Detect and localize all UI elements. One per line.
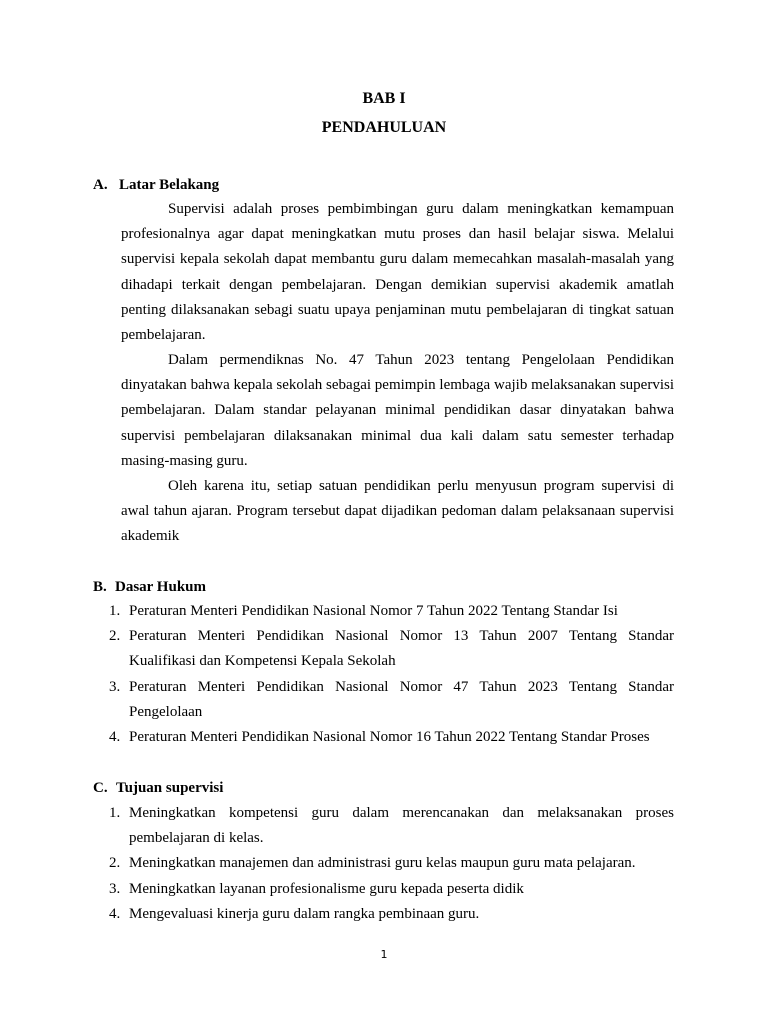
page-number: 1 — [380, 948, 388, 961]
section-a-letter: A. — [93, 177, 108, 193]
list-item-text: Meningkatkan layanan profesionalisme guru kepada peserta didik — [129, 880, 524, 897]
list-item — [109, 725, 674, 750]
list-item-number: 2. — [109, 628, 121, 645]
list-item-text: Peraturan Menteri Pendidikan Nasional Nomor 47 Tahun 2023 Tentang Standar Pengelolaan — [129, 678, 674, 720]
list-item — [109, 675, 674, 725]
list-item-text: Meningkatkan manajemen dan administrasi guru kelas maupun guru mata pelajaran. — [129, 855, 636, 872]
list-item-number: 1. — [109, 603, 121, 619]
list-item — [109, 801, 674, 851]
list-item-number: 4. — [109, 905, 121, 922]
list-item-text: Peraturan Menteri Pendidikan Nasional Nomor 16 Tahun 2022 Tentang Standar Proses — [129, 729, 650, 746]
section-c-title: Tujuan supervisi — [116, 780, 224, 796]
section-b-title: Dasar Hukum — [115, 579, 206, 595]
list-item-number: 2. — [109, 855, 121, 872]
section-c-heading — [93, 778, 223, 798]
list-item-text: Meningkatkan kompetensi guru dalam merencanakan dan melaksanakan proses pembelajaran di kelas. — [129, 805, 674, 847]
list-item-number: 1. — [109, 805, 121, 821]
list-item — [109, 624, 674, 674]
list-item-text: Peraturan Menteri Pendidikan Nasional Nomor 7 Tahun 2022 Tentang Standar Isi — [129, 603, 618, 619]
supervision-goals-list — [109, 801, 674, 927]
list-item-number: 3. — [109, 880, 121, 897]
background-paragraph-3: Oleh karena itu, setiap satuan pendidikan perlu menyusun program supervisi di awal tahun ajaran. Program tersebut dapat dijadikan pedoman dalam pelaksanaan supervisi akademik — [121, 478, 674, 545]
chapter-title: PENDAHULUAN — [321, 119, 447, 136]
list-item-number: 3. — [109, 678, 121, 695]
list-item — [109, 877, 674, 902]
section-a-heading — [93, 175, 219, 195]
list-item — [109, 851, 674, 876]
chapter-label: BAB I — [362, 90, 406, 107]
list-item — [109, 902, 674, 927]
section-c-letter: C. — [93, 780, 108, 796]
legal-basis-list — [109, 599, 674, 750]
section-b-letter: B. — [93, 579, 107, 595]
section-b-heading — [93, 577, 206, 597]
section-a-title: Latar Belakang — [119, 177, 220, 193]
list-item-number: 4. — [109, 729, 121, 746]
background-paragraph-2: Dalam permendiknas No. 47 Tahun 2023 tentang Pengelolaan Pendidikan dinyatakan bahwa kepala sekolah sebagai pemimpin lembaga wajib melaksanakan supervisi pembelajaran. Dalam standar pelayanan minimal pendidikan dasar dinyatakan bahwa supervisi pembelajaran dilaksanakan minimal dua kali dalam satu semester terhadap masing-masing guru. — [121, 352, 674, 469]
list-item-text: Peraturan Menteri Pendidikan Nasional Nomor 13 Tahun 2007 Tentang Standar Kualifikasi dan Kompetensi Kepala Sekolah — [129, 628, 674, 670]
background-paragraph-1: Supervisi adalah proses pembimbingan guru dalam meningkatkan kemampuan profesionalnya agar dapat meningkatkan mutu proses dan hasil belajar siswa. Melalui supervisi kepala sekolah dapat membantu guru dalam memecahkan masalah-masalah yang dihadapi terkait dengan pembelajaran. Dengan demikian supervisi akademik amatlah penting dilaksanakan sebagi suatu upaya penjaminan mutu pembelajaran di tingkat satuan pembelajaran. — [121, 201, 674, 344]
list-item-text: Mengevaluasi kinerja guru dalam rangka pembinaan guru. — [129, 905, 480, 922]
list-item — [109, 599, 674, 624]
